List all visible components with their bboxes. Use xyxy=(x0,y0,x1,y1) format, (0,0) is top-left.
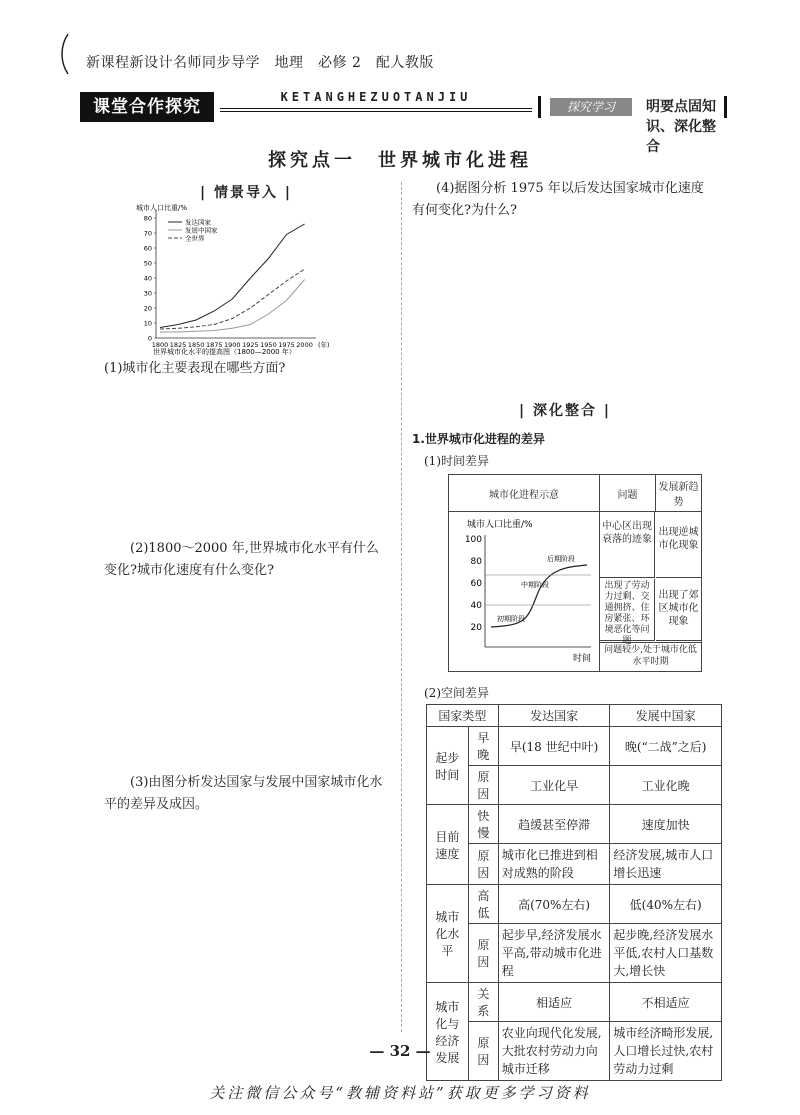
banner-tab: 探究学习 xyxy=(550,98,632,116)
column-divider xyxy=(401,182,402,1032)
chart-title: 世界城市化水平的提高图（1800—2000 年） xyxy=(153,348,296,356)
table1-problem-mid: 出现了劳动力过剩、交通拥挤、住房紧张、环境恶化等问题 xyxy=(600,579,655,641)
x-tick-label: 1875 xyxy=(205,341,223,349)
section-heading-intro-text: 情景导入 xyxy=(214,185,278,201)
stage-y-tick-label: 100 xyxy=(464,535,482,545)
chart-ylabel: 城市人口比重/% xyxy=(136,204,188,212)
table2-dev: 早(18 世纪中叶) xyxy=(498,727,610,766)
table1-header-trend: 发展新趋势 xyxy=(656,475,701,512)
question-1: (1)城市化主要表现在哪些方面? xyxy=(104,361,286,376)
banner-divider xyxy=(538,96,541,118)
question-2: (2)1800～2000 年,世界城市化水平有什么变化?城市化速度有什么变化? xyxy=(104,541,379,578)
section-heading-deepen-text: 深化整合 xyxy=(533,403,597,419)
stage-xlabel: 时间 xyxy=(573,654,592,664)
x-axis-unit: (年) xyxy=(318,341,330,349)
x-tick-label: 1800 xyxy=(151,341,169,349)
legend-label: 发展中国家 xyxy=(185,226,218,235)
space-difference-table xyxy=(426,704,722,1081)
table1-trend-mid: 出现了郊区城市化现象 xyxy=(656,579,701,641)
section-heading-deepen: | 深化整合 | xyxy=(519,403,611,419)
banner-pinyin: KETANGHEZUOTANJIU xyxy=(280,90,472,104)
x-tick-label: 1825 xyxy=(169,341,187,349)
table2-sub: 原因 xyxy=(468,924,498,983)
table2-header-developed: 发达国家 xyxy=(498,705,610,727)
table2-dev: 城市化已推进到相对成熟的阶段 xyxy=(498,844,610,885)
stage-label: 初期阶段 xyxy=(497,615,525,623)
table2-sub: 原因 xyxy=(468,844,498,885)
table2-dev: 相适应 xyxy=(498,983,610,1022)
table2-dev: 高(70%左右) xyxy=(498,885,610,924)
table2-group-economy: 城市化与经济发展 xyxy=(427,983,469,1081)
header-bracket-icon xyxy=(58,32,72,76)
y-tick-label: 0 xyxy=(147,334,152,343)
banner-subtitle: 明要点固知识、深化整合 xyxy=(646,99,716,155)
x-tick-label: 1950 xyxy=(260,341,277,349)
stage-y-tick-label: 80 xyxy=(470,557,482,567)
x-tick-label: 1850 xyxy=(187,341,205,349)
y-tick-label: 50 xyxy=(143,259,152,268)
table2-sub: 原因 xyxy=(468,766,498,805)
series-line-0 xyxy=(160,224,305,328)
stage-ylabel: 城市人口比重/% xyxy=(467,520,533,530)
table1-early-divider xyxy=(600,642,701,643)
table1-header-problem: 问题 xyxy=(600,475,656,512)
space-diff-label: (2)空间差异 xyxy=(424,686,489,700)
table2-group-level: 城市化水平 xyxy=(427,885,469,983)
page-number-value: 32 xyxy=(389,1042,411,1060)
banner-title: 课堂合作探究 xyxy=(80,92,214,122)
y-tick-label: 70 xyxy=(143,229,152,238)
urbanization-stage-chart xyxy=(455,515,595,665)
table2-sub: 高低 xyxy=(468,885,498,924)
y-tick-label: 40 xyxy=(143,274,152,283)
table1-header-process: 城市化进程示意 xyxy=(449,475,600,512)
table2-ing: 速度加快 xyxy=(610,805,722,844)
banner-rule xyxy=(220,108,532,112)
stage-y-tick-label: 20 xyxy=(470,623,482,633)
x-tick-label: 1975 xyxy=(278,341,295,349)
table2-sub: 原因 xyxy=(468,1022,498,1081)
table2-sub: 快慢 xyxy=(468,805,498,844)
legend-label: 发达国家 xyxy=(185,218,211,227)
stage-label: 后期阶段 xyxy=(547,555,575,563)
table2-group-speed: 目前速度 xyxy=(427,805,469,885)
stage-y-tick-label: 60 xyxy=(470,579,482,589)
table2-header-developing: 发展中国家 xyxy=(610,705,722,727)
y-tick-label: 10 xyxy=(143,319,152,328)
urbanization-line-chart xyxy=(128,198,328,358)
x-tick-label: 2000 xyxy=(296,341,313,349)
subheading-differences: 1.世界城市化进程的差异 xyxy=(412,432,545,446)
page-number: — 32 — xyxy=(369,1042,431,1060)
running-header: 新课程新设计名师同步导学 地理 必修 2 配人教版 xyxy=(86,55,434,71)
x-tick-label: 1900 xyxy=(224,341,241,349)
x-tick-label: 1925 xyxy=(242,341,259,349)
table1-problem-early: 问题较少,处于城市化低水平时期 xyxy=(604,645,697,667)
table2-ing: 晚(“二战”之后) xyxy=(610,727,722,766)
section-banner xyxy=(80,90,728,155)
section-heading-intro: | 情景导入 | xyxy=(200,185,292,201)
table2-ing: 经济发展,城市人口增长迅速 xyxy=(610,844,722,885)
table1-problem-late: 中心区出现衰落的迹象 xyxy=(600,512,655,578)
question-4: (4)据图分析 1975 年以后发达国家城市化速度有何变化?为什么? xyxy=(412,181,704,218)
stage-label: 中期阶段 xyxy=(521,581,549,589)
series-line-1 xyxy=(160,280,305,333)
time-diff-label: (1)时间差异 xyxy=(424,454,489,468)
table2-ing: 低(40%左右) xyxy=(610,885,722,924)
table1-col-divider xyxy=(599,512,600,671)
table2-dev: 起步早,经济发展水平高,带动城市化进程 xyxy=(498,924,610,983)
stage-y-tick-label: 40 xyxy=(470,601,482,611)
legend-label: 全世界 xyxy=(185,234,205,243)
y-tick-label: 60 xyxy=(143,244,152,253)
table2-ing: 工业化晚 xyxy=(610,766,722,805)
table2-ing: 起步晚,经济发展水平低,农村人口基数大,增长快 xyxy=(610,924,722,983)
footer-note: 关注微信公众号“教辅资料站”获取更多学习资料 xyxy=(209,1084,591,1102)
table2-dev: 农业向现代化发展,大批农村劳动力向城市迁移 xyxy=(498,1022,610,1081)
page-title: 探究点一 世界城市化进程 xyxy=(268,150,532,171)
table1-trend-late: 出现逆城市化现象 xyxy=(656,512,701,578)
table2-group-start: 起步时间 xyxy=(427,727,469,805)
table2-ing: 不相适应 xyxy=(610,983,722,1022)
table2-dev: 工业化早 xyxy=(498,766,610,805)
question-3: (3)由图分析发达国家与发展中国家城市化水平的差异及成因。 xyxy=(104,775,383,812)
banner-end-bar xyxy=(724,96,727,118)
table2-sub: 关系 xyxy=(468,983,498,1022)
table2-sub: 早晚 xyxy=(468,727,498,766)
y-tick-label: 20 xyxy=(143,304,152,313)
table2-dev: 趋缓甚至停滞 xyxy=(498,805,610,844)
table2-header-type: 国家类型 xyxy=(427,705,499,727)
y-tick-label: 80 xyxy=(143,214,152,223)
time-difference-table xyxy=(448,474,702,672)
table2-ing: 城市经济畸形发展,人口增长过快,农村劳动力过剩 xyxy=(610,1022,722,1081)
y-tick-label: 30 xyxy=(143,289,152,298)
